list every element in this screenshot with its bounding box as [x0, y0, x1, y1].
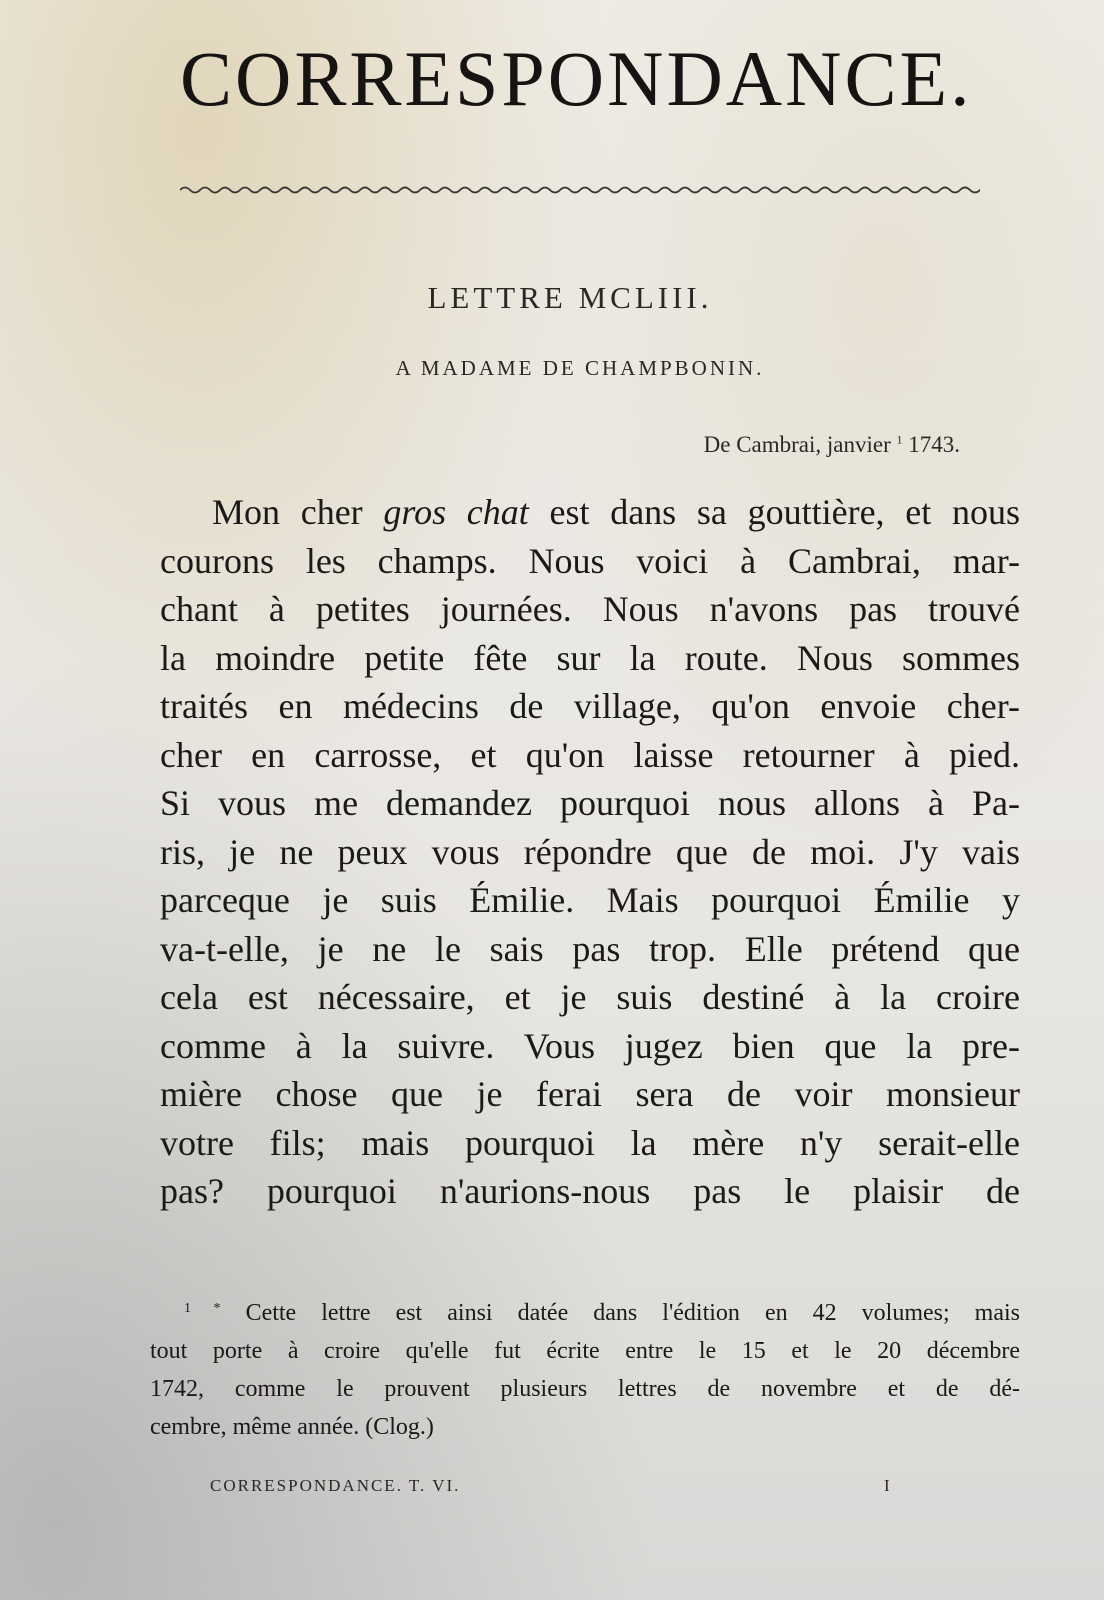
- letter-number-heading: LETTRE MCLIII.: [427, 280, 713, 315]
- running-title: CORRESPONDANCE.: [180, 35, 973, 122]
- date-note-marker: 1: [896, 432, 903, 447]
- body-line: Mon cher gros chat est dans sa gouttière, et nous: [212, 492, 1020, 532]
- date-place: De Cambrai, janvier: [703, 432, 891, 457]
- footnote-line: 1742, comme le prouvent plusieurs lettres de novembre et de dé-: [150, 1376, 1020, 1402]
- body-line: pas? pourquoi n'aurions-nous pas le plaisir de: [160, 1171, 1020, 1211]
- signature-mark: CORRESPONDANCE. T. VI.: [210, 1476, 461, 1495]
- date-year: 1743.: [908, 432, 960, 457]
- body-line: comme à la suivre. Vous jugez bien que la pre-: [160, 1025, 1020, 1066]
- italic-phrase: gros chat: [383, 492, 529, 532]
- letter-dateline: [560, 432, 960, 458]
- sheet-number: I: [884, 1476, 890, 1495]
- body-line: Si vous me demandez pourquoi nous allons à Pa-: [160, 783, 1020, 823]
- body-line: va-t-elle, je ne le sais pas trop. Elle prétend que: [160, 928, 1020, 969]
- letter-recipient: A MADAME DE CHAMPBONIN.: [395, 356, 765, 380]
- footnote-line: $^{1 *}$ Cette lettre est ainsi datée dans l'édition en 42 volumes; mais: [184, 1300, 1021, 1326]
- body-line: cher en carrosse, et qu'on laisse retourner à pied.: [160, 734, 1020, 775]
- body-line: chant à petites journées. Nous n'avons pas trouvé: [160, 589, 1020, 629]
- footnote: [150, 1290, 1020, 1446]
- body-line: cela est nécessaire, et je suis destiné à la croire: [160, 977, 1020, 1017]
- letter-body: [160, 488, 1020, 1216]
- body-line: traités en médecins de village, qu'on envoie cher-: [160, 686, 1020, 726]
- body-line: parceque je suis Émilie. Mais pourquoi Émilie y: [160, 880, 1020, 920]
- body-line: la moindre petite fête sur la route. Nous sommes: [160, 637, 1020, 678]
- body-line: votre fils; mais pourquoi la mère n'y serait-elle: [160, 1122, 1020, 1163]
- body-line: courons les champs. Nous voici à Cambrai, mar-: [160, 540, 1020, 581]
- footnote-line: tout porte à croire qu'elle fut écrite entre le 15 et le 20 décembre: [150, 1338, 1020, 1364]
- decorative-rule: [180, 184, 980, 196]
- body-line: mière chose que je ferai sera de voir monsieur: [160, 1074, 1020, 1114]
- footnote-marker: 1 *: [184, 1301, 221, 1316]
- body-line: ris, je ne peux vous répondre que de moi. J'y vais: [160, 831, 1020, 872]
- footnote-line: cembre, même année. (Clog.): [150, 1414, 434, 1440]
